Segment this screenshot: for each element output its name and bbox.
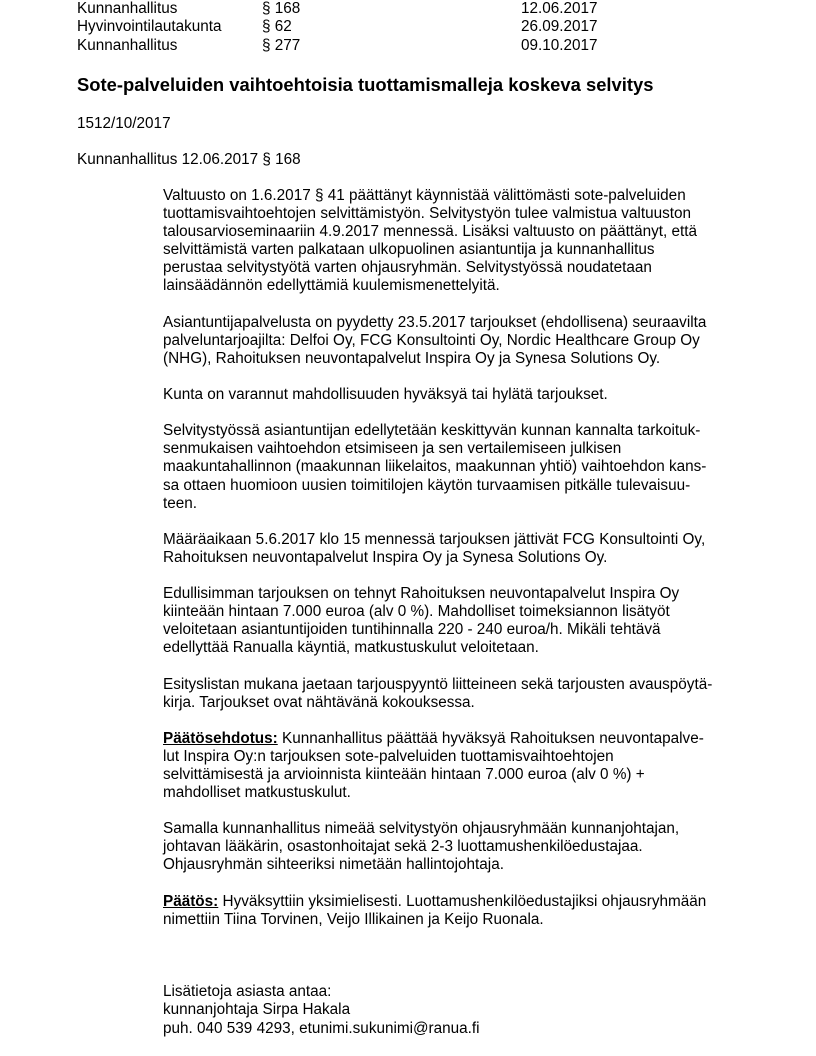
history-date: 09.10.2017: [521, 37, 598, 54]
text-line: Kunnanhallitus päättää hyväksyä Rahoituksen neuvontapalve-: [277, 729, 704, 747]
text-line: veloitetaan asiantuntijoiden tuntihinnalla 220 - 240 euroa/h. Mikäli tehtävä: [163, 621, 661, 639]
contact-line: Lisätietoja asiasta antaa:: [163, 983, 332, 1000]
paragraph-reservation: [163, 386, 743, 404]
history-date: 12.06.2017: [521, 0, 598, 17]
text-line: selvittämistä varten palkataan ulkopuolinen asiantuntija ja kunnanhallitus: [163, 241, 655, 259]
text-line: selvittämisestä ja arvioinnista kiinteään hintaan 7.000 euroa (alv 0 %) +: [163, 766, 645, 783]
text-line: Esityslistan mukana jaetaan tarjouspyyntö liitteineen sekä tarjousten avauspöytä-: [163, 675, 713, 693]
text-line: palveluntarjoajilta: Delfoi Oy, FCG Konsultointi Oy, Nordic Healthcare Group Oy: [163, 331, 700, 349]
text-line: talousarvioseminaariin 4.9.2017 mennessä. Lisäksi valtuusto on päättänyt, että: [163, 223, 698, 241]
history-date: 26.09.2017: [521, 18, 598, 35]
text-line: kiinteään hintaan 7.000 euroa (alv 0 %). Mahdolliset toimeksiannon lisätyöt: [163, 603, 670, 621]
history-section: § 168: [262, 0, 301, 17]
contact-email-line: puh. 040 539 4293, etunimi.sukunimi@ranua.fi: [163, 1019, 480, 1037]
text-line: edellyttää Ranualla käyntiä, matkustuskulut veloitetaan.: [163, 639, 539, 657]
text-line: lainsäädännön edellyttämiä kuulemismenettelyitä.: [163, 277, 500, 295]
paragraph-attachments: [163, 676, 743, 712]
text-line: sa ottaen huomioon uusien toimitilojen käytön turvaamisen pitkälle tulevaisuu-: [163, 476, 691, 494]
paragraph-deadline: [163, 531, 743, 567]
text-line: Valtuusto on 1.6.2017 § 41 päättänyt käynnistää välittömästi sote-palveluiden: [163, 187, 686, 204]
text-line: Ohjausryhmän sihteeriksi nimetään hallintojohtaja.: [163, 856, 504, 874]
text-line: mahdolliset matkustuskulut.: [163, 784, 351, 802]
text-line: nimettiin Tiina Torvinen, Veijo Illikainen ja Keijo Ruonala.: [163, 910, 544, 928]
decision: [163, 893, 743, 929]
paragraph-cheapest-offer: [163, 585, 743, 657]
paragraph-requests: [163, 314, 743, 368]
document-title: Sote-palveluiden vaihtoehtoisia tuottamismalleja koskeva selvitys: [77, 74, 654, 95]
document-body: [163, 187, 743, 947]
history-body: Hyvinvointilautakunta: [77, 18, 222, 35]
text-line: tuottamisvaihtoehtojen selvittämistyön. Selvitystyön tulee valmistua valtuuston: [163, 205, 692, 223]
text-line: lut Inspira Oy:n tarjouksen sote-palveluiden tuottamisvaihtoehtojen: [163, 747, 614, 765]
paragraph-scope: [163, 422, 743, 512]
paragraph-steering-group: [163, 820, 743, 874]
decision-proposal: [163, 730, 743, 802]
text-line: teen.: [163, 494, 198, 512]
history-row: [77, 0, 637, 18]
text-line: Rahoituksen neuvontapalvelut Inspira Oy ja Synesa Solutions Oy.: [163, 548, 608, 566]
text-line: Kunta on varannut mahdollisuuden hyväksyä tai hylätä tarjoukset.: [163, 386, 608, 404]
history-body: Kunnanhallitus: [77, 37, 178, 54]
contact-line: kunnanjohtaja Sirpa Hakala: [163, 1001, 351, 1019]
meeting-reference: Kunnanhallitus 12.06.2017 § 168: [77, 151, 301, 168]
text-line: maakuntahallinnon (maakunnan liikelaitos, maakunnan yhtiö) vaihtoehdon kans-: [163, 458, 707, 476]
text-line: johtavan lääkärin, osastonhoitajat sekä 2-3 luottamushenkilöedustajaa.: [163, 838, 643, 856]
case-number: 1512/10/2017: [77, 115, 171, 132]
text-line: Asiantuntijapalvelusta on pyydetty 23.5.2017 tarjoukset (ehdollisena) seuraavilta: [163, 313, 707, 331]
text-line: perustaa selvitystyötä varten ohjausryhmän. Selvitystyössä noudatetaan: [163, 259, 652, 277]
text-line: senmukaisen vaihtoehdon etsimiseen ja sen vertailemiseen julkisen: [163, 440, 622, 458]
text-line: Edullisimman tarjouksen on tehnyt Rahoituksen neuvontapalvelut Inspira Oy: [163, 585, 680, 603]
text-line: Selvitystyössä asiantuntijan edellytetään keskittyvän kunnan kannalta tarkoituk-: [163, 422, 701, 440]
history-row: [77, 36, 637, 55]
history-section: § 277: [262, 37, 301, 54]
text-line: (NHG), Rahoituksen neuvontapalvelut Inspira Oy ja Synesa Solutions Oy.: [163, 349, 661, 367]
history-row: [77, 17, 637, 36]
text-line: Määräaikaan 5.6.2017 klo 15 mennessä tarjouksen jättivät FCG Konsultointi Oy,: [163, 530, 706, 548]
paragraph-background: [163, 187, 743, 296]
history-body: Kunnanhallitus: [77, 0, 178, 17]
text-line: Hyväksyttiin yksimielisesti. Luottamushenkilöedustajiksi ohjausryhmään: [218, 892, 707, 910]
proposal-label: Päätösehdotus:: [163, 729, 278, 747]
text-line: Samalla kunnanhallitus nimeää selvitystyön ohjausryhmään kunnanjohtajan,: [163, 820, 680, 838]
text-line: kirja. Tarjoukset ovat nähtävänä kokouksessa.: [163, 693, 475, 711]
decision-label: Päätös:: [163, 892, 219, 910]
contact-info: [163, 983, 480, 1038]
history-section: § 62: [262, 18, 292, 35]
